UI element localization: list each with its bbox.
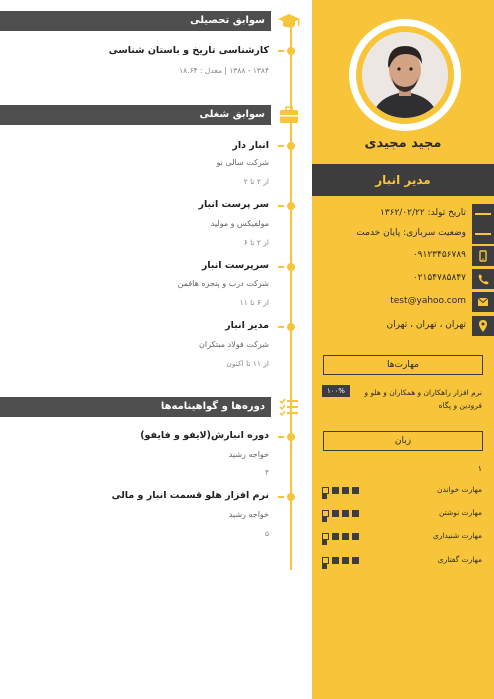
profile-photo — [362, 32, 448, 118]
timeline-dot — [287, 323, 295, 331]
course-org: خواجه رشید — [228, 510, 269, 519]
contact-row-military — [312, 224, 494, 244]
skill-level-badge: ۱۰۰% — [322, 385, 350, 397]
rating-marker — [322, 494, 327, 499]
language-name: ۱ — [477, 464, 482, 473]
language-ability-label: مهارت نوشتن — [438, 508, 482, 517]
languages-heading: زبان — [323, 431, 483, 451]
timeline-tick — [278, 145, 284, 147]
job-company: شرکت فولاد مبتکران — [199, 340, 269, 349]
contact-row-mobile — [312, 246, 494, 266]
course-title: نرم افزار هلو قسمت انبار و مالی — [111, 490, 269, 501]
job-company: مولفیکس و مولید — [210, 219, 269, 228]
contact-text: تاریخ تولد: ۱۳۶۲/۰۲/۲۲ — [379, 208, 466, 218]
skill-label: نرم افزار راهکاران و همکاران و هلو و فرودین و پگاه — [364, 388, 482, 410]
briefcase-icon — [277, 105, 301, 125]
timeline-tick — [278, 205, 284, 207]
job-title-entry: سرپرست انبار — [201, 260, 269, 271]
education-meta: ۱۳۸۴ - ۱۳۸۸ | معدل : ۱۸.۶۴ — [179, 66, 269, 75]
timeline-dot — [287, 433, 295, 441]
timeline-tick — [278, 266, 284, 268]
job-period: از ۲ تا ۲ — [243, 177, 269, 186]
contact-text[interactable]: test@yahoo.com — [390, 296, 466, 306]
contact-text: وضعیت سربازی: پایان خدمت — [356, 228, 466, 238]
email-icon — [472, 292, 494, 312]
language-ability-reading — [322, 485, 482, 497]
language-ability-label: مهارت گفتاری — [437, 555, 482, 564]
language-ability-label: مهارت خواندن — [437, 485, 482, 494]
job-period: از ۱۱ تا اکنون — [226, 359, 269, 368]
timeline-dot — [287, 202, 295, 210]
rating-dots — [322, 533, 362, 541]
location-icon — [472, 316, 494, 336]
language-ability-speaking — [322, 555, 482, 567]
job-period: از ۲ تا ۶ — [243, 238, 269, 247]
person-name: مجید مجیدی — [364, 136, 442, 151]
job-title-entry: سر پرست انبار — [198, 199, 269, 210]
education-title: کارشناسی تاریخ و باستان شناسی — [108, 45, 269, 56]
rating-dots — [322, 510, 362, 518]
mobile-icon — [472, 246, 494, 266]
contact-text: ۰۲۱۵۴۷۸۵۸۴۷ — [412, 273, 466, 283]
graduation-cap-icon — [277, 11, 301, 31]
job-title-entry: انبار دار — [232, 140, 269, 151]
course-title: دوره انبارش(لایفو و فایفو) — [140, 430, 269, 441]
contact-text: تهران ، تهران ، تهران — [386, 320, 466, 330]
timeline-dot — [287, 493, 295, 501]
contact-text: ۰۹۱۲۳۴۵۶۷۸۹ — [412, 250, 466, 260]
section-title: سوابق شغلی — [199, 109, 265, 120]
timeline-tick — [278, 50, 284, 52]
contact-row-phone — [312, 269, 494, 289]
timeline-tick — [278, 326, 284, 328]
contact-row-location — [312, 316, 494, 336]
timeline-dot — [287, 142, 295, 150]
skills-heading: مهارت‌ها — [323, 355, 483, 375]
language-ability-label: مهارت شنیداری — [432, 531, 482, 540]
timeline-dot — [287, 263, 295, 271]
course-year: ۴ — [264, 468, 269, 477]
job-title: مدیر انبار — [312, 164, 494, 196]
language-ability-writing — [322, 508, 482, 520]
timeline-line — [290, 20, 292, 570]
rating-marker — [322, 517, 327, 522]
job-title-entry: مدیر انبار — [225, 320, 269, 331]
job-company: شرکت سالی نو — [216, 158, 269, 167]
education-heading — [0, 11, 271, 31]
job-period: از ۶ تا ۱۱ — [239, 298, 269, 307]
course-year: ۵ — [264, 529, 269, 538]
rating-dots — [322, 557, 362, 565]
rating-marker — [322, 540, 327, 545]
section-title: دوره‌ها و گواهینامه‌ها — [160, 401, 265, 412]
contact-row-email[interactable] — [312, 292, 494, 312]
rating-dots — [322, 487, 362, 495]
checklist-icon — [277, 397, 301, 417]
jobs-heading — [0, 105, 271, 125]
contact-row-birthdate — [312, 204, 494, 224]
section-title: سوابق تحصیلی — [190, 15, 265, 26]
calendar-icon — [472, 204, 494, 224]
rating-marker — [322, 564, 327, 569]
phone-icon — [472, 269, 494, 289]
timeline-tick — [278, 436, 284, 438]
timeline-dot — [287, 47, 295, 55]
course-org: خواجه رشید — [228, 450, 269, 459]
job-company: شرکت درب و پنجره هافمن — [177, 279, 269, 288]
timeline-tick — [278, 496, 284, 498]
courses-heading — [0, 397, 271, 417]
military-icon — [472, 224, 494, 244]
language-ability-listening — [322, 531, 482, 543]
